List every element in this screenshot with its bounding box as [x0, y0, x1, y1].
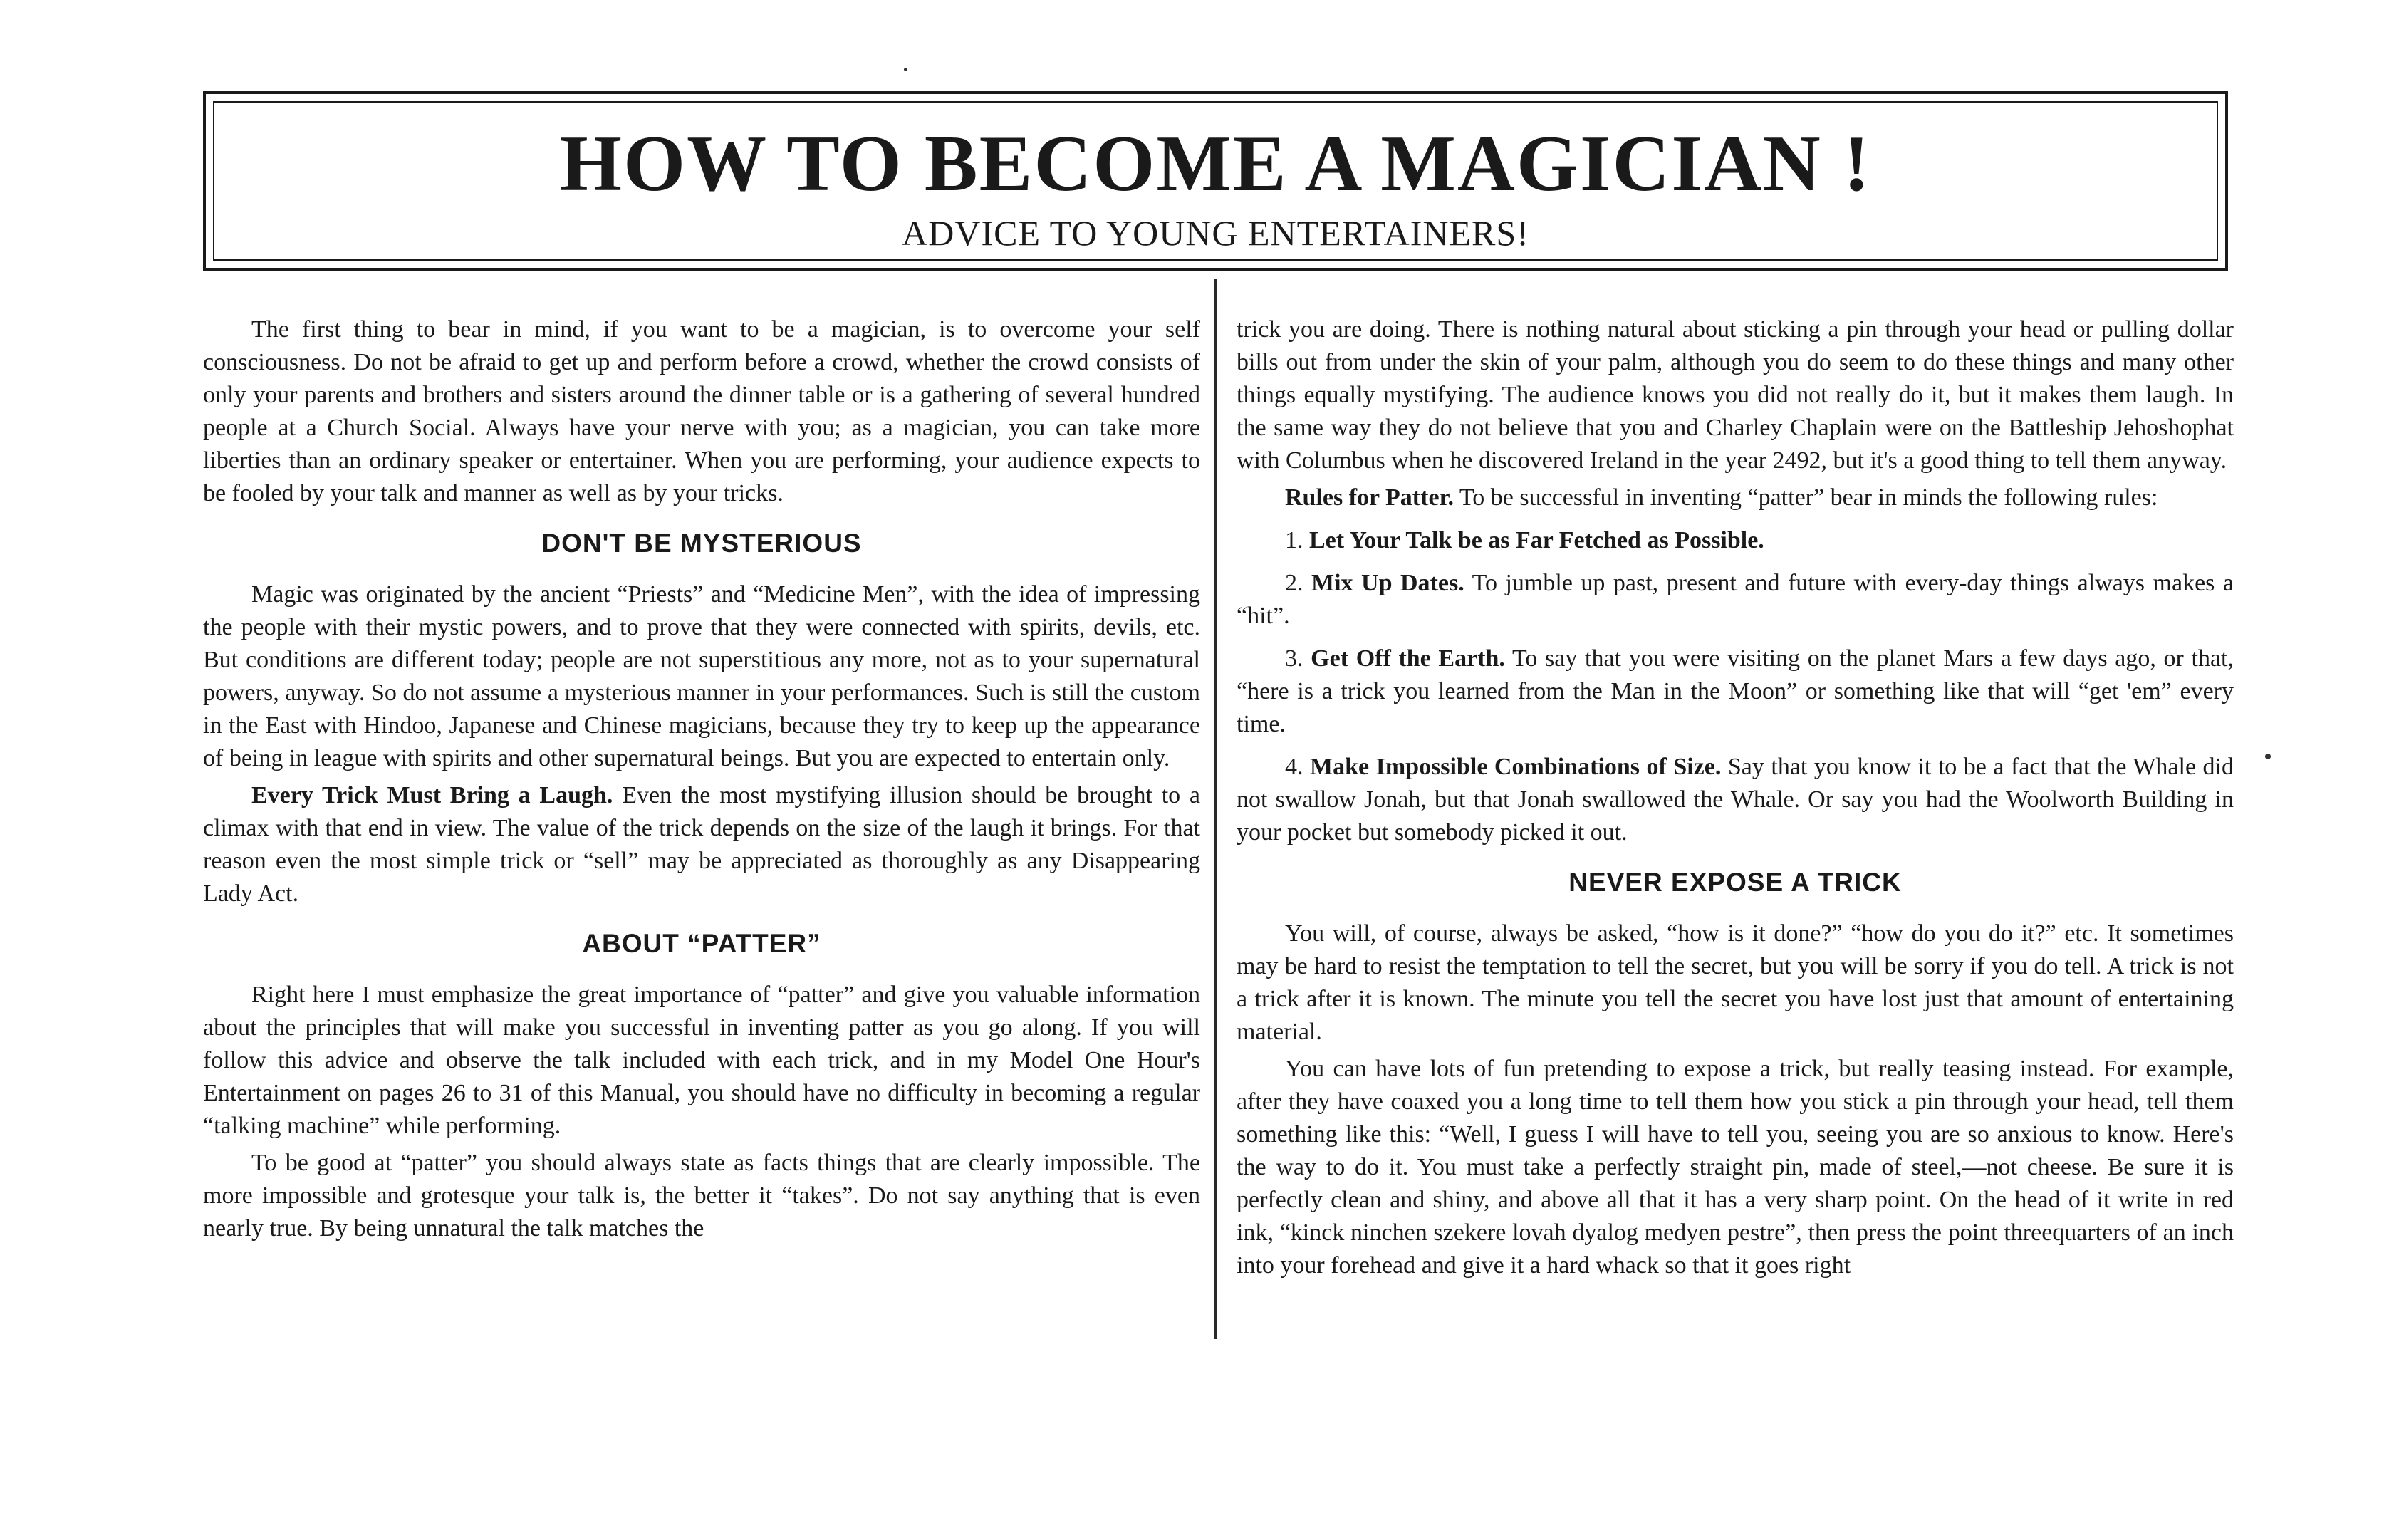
title-banner [203, 91, 2228, 271]
rule-3-text: To say that you were visiting on the planet Mars a few days ago, or that, “here is a trick you learned from the Man in the Moon” or something like that will “get 'em” every time. [1237, 645, 2234, 737]
left-column [203, 313, 1200, 1249]
patter-paragraph-1: Right here I must emphasize the great importance of “patter” and give you valuable information about the principles that will make you successful in inventing patter as you go along. If you will follow this advice and observe the talk included with each trick, and in my Model One Hour's Entertainment on pages 26 to 31 of this Manual, you should have no difficulty in becoming a regular “talking machine” while performing. [203, 982, 1200, 1139]
expose-paragraph-1: You will, of course, always be asked, “how is it done?” “how do you do it?” etc. It sometimes may be hard to resist the temptation to tell the secret, but you will be sorry if you do tell. A trick is not a trick after it is known. The minute you tell the secret you have lost just that amount of entertaining material. [1237, 920, 2234, 1045]
column-divider [1214, 279, 1217, 1339]
heading-about-patter: ABOUT “PATTER” [582, 929, 821, 958]
page-title: HOW TO BECOME A MAGICIAN ! [559, 120, 1872, 208]
rule-2 [1237, 567, 2234, 633]
rules-lead: Rules for Patter. [1285, 484, 1454, 511]
rule-1 [1237, 524, 2234, 557]
rule-4-number: 4. [1285, 754, 1303, 780]
rule-2-title: Mix Up Dates. [1311, 570, 1464, 596]
patter-continuation: trick you are doing. There is nothing natural about sticking a pin through your head or pulling dollar bills out from under the skin of your palm, although you do seem to do these things and many other things equally mystifying. The audience knows you did not really do it, but it makes them laugh. In the same way they do not believe that you and Charley Chaplain were on the Battleship Jehoshophat with Columbus when he discovered Ireland in the year 2492, but it's a good thing to tell them anyway. [1237, 316, 2234, 474]
rule-4 [1237, 751, 2234, 849]
laugh-paragraph [203, 779, 1200, 910]
rule-1-number: 1. [1285, 527, 1303, 553]
mysterious-paragraph: Magic was originated by the ancient “Priests” and “Medicine Men”, with the idea of impressing the people with their mystic powers, and to prove that they were connected with spirits, devils, etc. But conditions are different today; people are not superstitious any more, not as to your supernatural powers, anyway. So do not assume a mysterious manner in your performances. Such is still the custom in the East with Hindoo, Japanese and Chinese magicians, because they try to keep up the appearance of being in league with spirits and other supernatural beings. But you are expected to entertain only. [203, 581, 1200, 771]
laugh-text: Even the most mystifying illusion should be brought to a climax with that end in view. The value of the trick depends on the size of the laugh it brings. For that reason even the most simple trick or “sell” may be appreciated as thoroughly as any Disappearing Lady Act. [203, 782, 1200, 907]
heading-never-expose: NEVER EXPOSE A TRICK [1568, 868, 1902, 897]
title-banner-inner-border [213, 101, 2218, 261]
rule-4-text: Say that you know it to be a fact that the Whale did not swallow Jonah, but that Jonah swallowed the Whale. Or say you had the Woolworth Building in your pocket but somebody picked it out. [1237, 754, 2234, 846]
patter-paragraph-2: To be good at “patter” you should always state as facts things that are clearly impossible. The more impossible and grotesque your talk is, the better it “takes”. Do not say anything that is even nearly true. By being unnatural the talk matches the [203, 1150, 1200, 1242]
rule-1-title: Let Your Talk be as Far Fetched as Possible. [1309, 527, 1764, 553]
rule-2-text: To jumble up past, present and future with every-day things always makes a “hit”. [1237, 570, 2234, 629]
right-column [1237, 313, 2234, 1286]
laugh-lead: Every Trick Must Bring a Laugh. [251, 782, 613, 808]
print-speck [904, 68, 907, 71]
rule-3-number: 3. [1285, 645, 1303, 672]
page-subtitle: ADVICE TO YOUNG ENTERTAINERS! [902, 213, 1529, 253]
rule-4-title: Make Impossible Combinations of Size. [1310, 754, 1722, 780]
rules-intro: To be successful in inventing “patter” bear in minds the following rules: [1459, 484, 2158, 511]
heading-dont-be-mysterious: DON'T BE MYSTERIOUS [541, 529, 862, 558]
expose-paragraph-2: You can have lots of fun pretending to expose a trick, but really teasing instead. For example, after they have coaxed you a long time to tell them how you stick a pin through your head, tell them something like this: “Well, I guess I will have to tell you, seeing you are so anxious to know. Here's the way to do it. You must take a perfectly straight pin, made of steel,—not cheese. Be sure it is perfectly clean and shiny, and above all that it has a very sharp point. On the head of it write in red ink, “kinck ninchen szekere lovah dyalog medyen pestre”, then press the point threequarters of an inch into your forehead and give it a hard whack so that it goes right [1237, 1056, 2234, 1279]
rule-2-number: 2. [1285, 570, 1303, 596]
print-speck [2265, 754, 2271, 759]
intro-paragraph: The first thing to bear in mind, if you want to be a magician, is to overcome your self consciousness. Do not be afraid to get up and perform before a crowd, whether the crowd consists of only your parents and brothers and sisters around the dinner table or is a gathering of several hundred people at a Church Social. Always have your nerve with you; as a magician, you can take more liberties than an ordinary speaker or entertainer. When you are performing, your audience expects to be fooled by your talk and manner as well as by your tricks. [203, 316, 1200, 506]
rule-3-title: Get Off the Earth. [1311, 645, 1505, 672]
rules-intro-paragraph [1237, 482, 2234, 514]
rule-3 [1237, 642, 2234, 741]
